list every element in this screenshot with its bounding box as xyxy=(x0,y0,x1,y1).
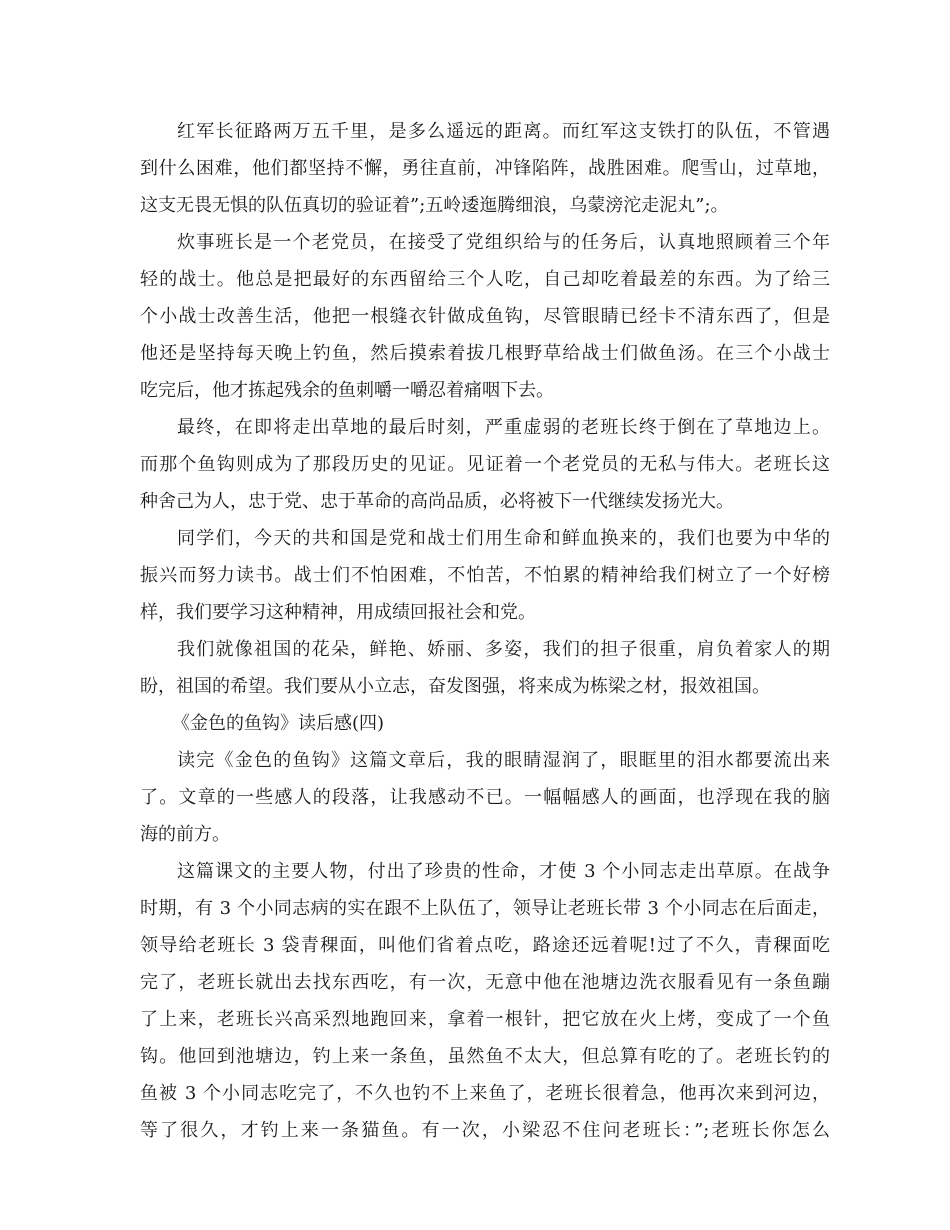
text-line: 盼，祖国的希望。我们要从小立志，奋发图强，将来成为栋梁之材，报效祖国。 xyxy=(140,676,770,697)
text-line: 炊事班长是一个老党员，在接受了党组织给与的任务后，认真地照顾着三个年 xyxy=(177,232,830,253)
text-line: 种舍己为人，忠于党、忠于革命的高尚品质，必将被下一代继续发扬光大。 xyxy=(140,491,734,512)
document-body xyxy=(140,113,830,1149)
text-line: 同学们，今天的共和国是党和战士们用生命和鲜血换来的，我们也要为中华的 xyxy=(177,528,830,549)
text-line: 个小战士改善生活，他把一根缝衣针做成鱼钩，尽管眼睛已经卡不清东西了，但是 xyxy=(140,306,830,327)
text-line: 样，我们要学习这种精神，用成绩回报社会和党。 xyxy=(140,602,536,623)
text-line: 等了很久，才钓上来一条猫鱼。有一次，小梁忍不住问老班长：”;老班长你怎么 xyxy=(140,1120,830,1141)
text-line: 这支无畏无惧的队伍真切的验证着”;五岭逶迤腾细浪，乌蒙滂沱走泥丸”;。 xyxy=(140,195,729,216)
text-line: 轻的战士。他总是把最好的东西留给三个人吃，自己却吃着最差的东西。为了给三 xyxy=(140,269,830,290)
text-line: 而那个鱼钩则成为了那段历史的见证。见证着一个老党员的无私与伟大。老班长这 xyxy=(140,454,830,475)
text-line: 海的前方。 xyxy=(140,824,230,845)
text-line: 最终，在即将走出草地的最后时刻，严重虚弱的老班长终于倒在了草地边上。 xyxy=(177,417,830,438)
text-line: 鱼被 3 个小同志吃完了，不久也钓不上来鱼了，老班长很着急，他再次来到河边， xyxy=(140,1083,830,1104)
text-line: 我们就像祖国的花朵，鲜艳、娇丽、多姿，我们的担子很重，肩负着家人的期 xyxy=(177,639,830,660)
text-line: 完了，老班长就出去找东西吃，有一次，无意中他在池塘边洗衣服看见有一条鱼蹦 xyxy=(140,972,830,993)
text-line: 领导给老班长 3 袋青稞面，叫他们省着点吃，路途还远着呢!过了不久，青稞面吃 xyxy=(140,935,830,956)
text-line: 读完《金色的鱼钩》这篇文章后，我的眼睛湿润了，眼眶里的泪水都要流出来 xyxy=(177,750,830,771)
text-line: 红军长征路两万五千里，是多么遥远的距离。而红军这支铁打的队伍，不管遇 xyxy=(177,121,830,142)
section-title: 《金色的鱼钩》读后感(四) xyxy=(172,713,385,734)
text-line: 了。文章的一些感人的段落，让我感动不已。一幅幅感人的画面，也浮现在我的脑 xyxy=(140,787,830,808)
text-line: 时期，有 3 个小同志病的实在跟不上队伍了，领导让老班长带 3 个小同志在后面走， xyxy=(140,898,830,919)
text-line: 钩。他回到池塘边，钓上来一条鱼，虽然鱼不太大，但总算有吃的了。老班长钓的 xyxy=(140,1046,830,1067)
text-line: 这篇课文的主要人物，付出了珍贵的性命，才使 3 个小同志走出草原。在战争 xyxy=(177,861,830,882)
text-line: 到什么困难，他们都坚持不懈，勇往直前，冲锋陷阵，战胜困难。爬雪山，过草地， xyxy=(140,158,830,179)
text-line: 振兴而努力读书。战士们不怕困难，不怕苦，不怕累的精神给我们树立了一个好榜 xyxy=(140,565,830,586)
text-line: 吃完后，他才拣起残余的鱼刺嚼一嚼忍着痛咽下去。 xyxy=(140,380,554,401)
text-line: 他还是坚持每天晚上钓鱼，然后摸索着拔几根野草给战士们做鱼汤。在三个小战士 xyxy=(140,343,830,364)
text-line: 了上来，老班长兴高采烈地跑回来，拿着一根针，把它放在火上烤，变成了一个鱼 xyxy=(140,1009,830,1030)
